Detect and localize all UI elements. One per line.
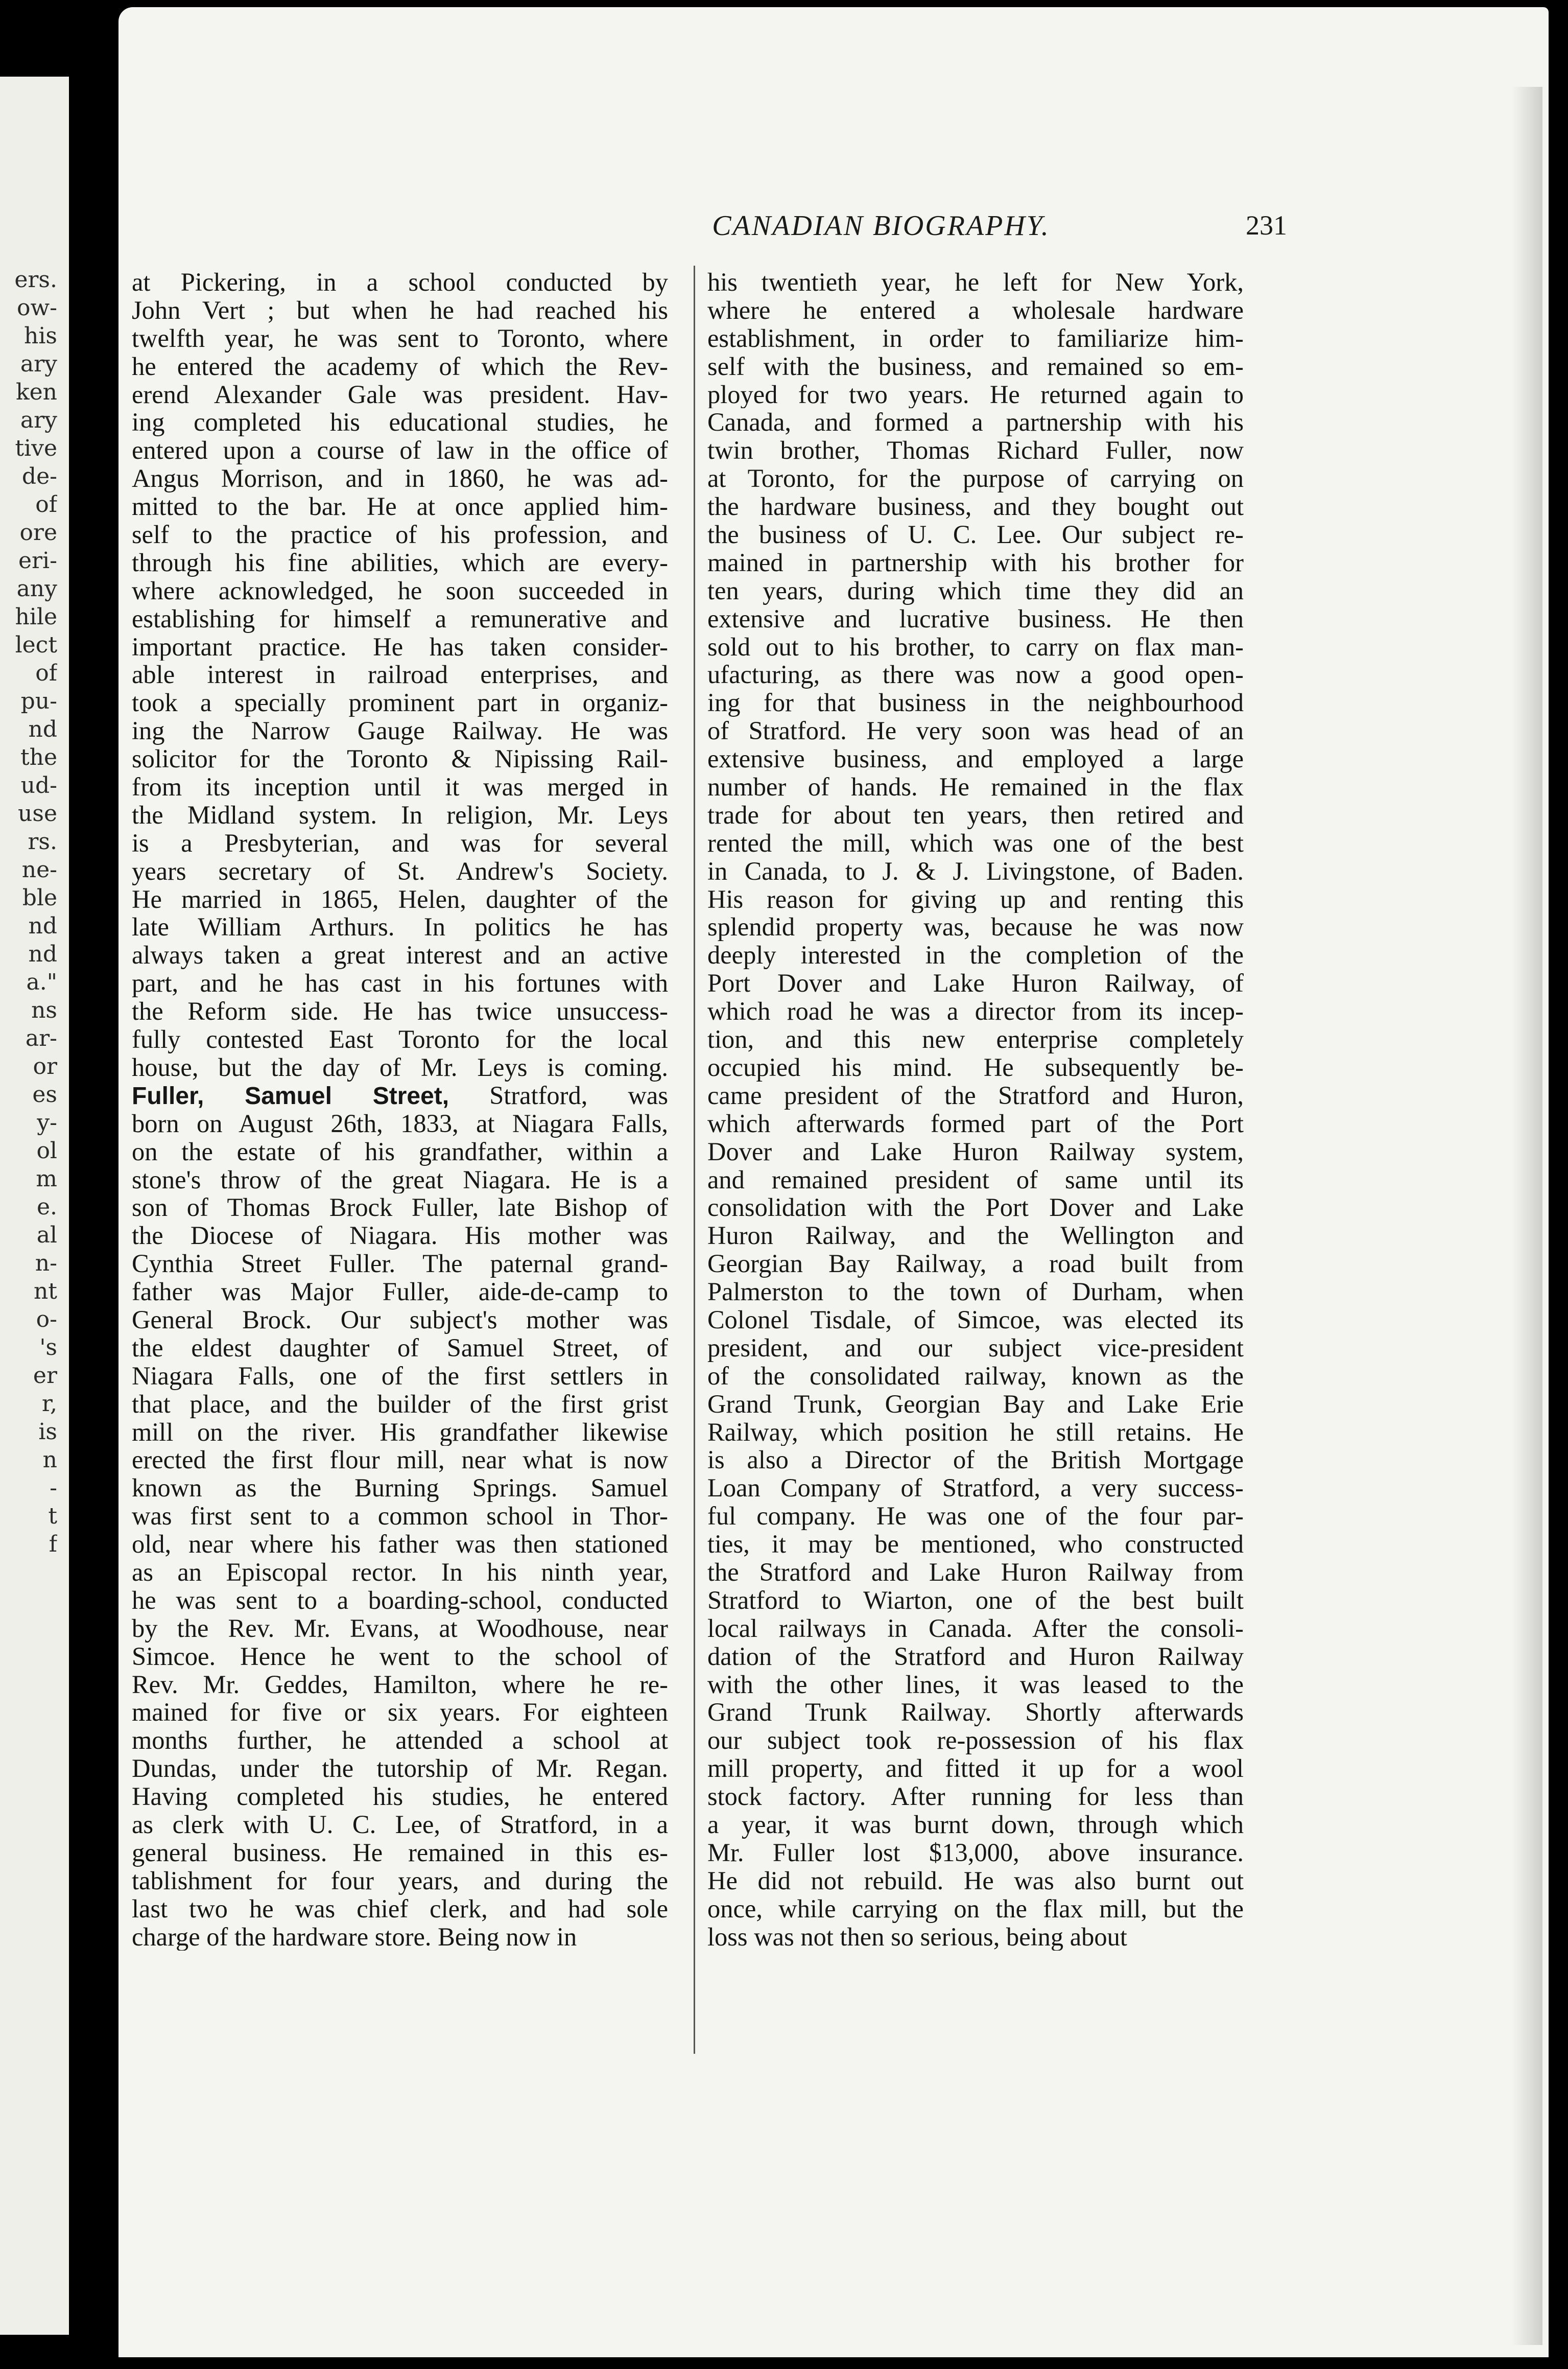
fragment-text: is [38,1419,57,1445]
fragment-text: hile [15,604,57,630]
text-line: the hardware business, and they bought out [707,492,1244,521]
text-line: was first sent to a common school in Thor- [132,1502,668,1531]
fragment-text: use [18,801,57,827]
text-line: is a Presbyterian, and was for several [132,829,668,857]
fragment-text: nd [28,941,57,967]
text-line: father was Major Fuller, aide-de-camp to [132,1278,668,1306]
text-line: entered upon a course of law in the office of [132,436,668,465]
text-line: part, and he has cast in his fortunes with [132,969,668,998]
text-line: which road he was a director from its incep- [707,997,1244,1026]
fragment-text: ns [31,997,57,1023]
text-line: establishing for himself a remunerative and [132,604,668,633]
text-line: He did not rebuild. He was also burnt out [707,1866,1244,1895]
previous-page-fragments [0,266,57,1558]
text-line: Stratford to Wiarton, one of the best built [707,1586,1244,1614]
fragment-text: o- [36,1306,57,1332]
text-line: the Diocese of Niagara. His mother was [132,1222,668,1250]
text-line: on the estate of his grandfather, within a [132,1137,668,1166]
text-column-left [132,268,668,2056]
text-line: His reason for giving up and renting this [707,885,1244,913]
text-line: late William Arthurs. In politics he has [132,913,668,942]
fragment-text: t [48,1503,57,1529]
text-line: Having completed his studies, he entered [132,1782,668,1811]
text-line: tablishment for four years, and during the [132,1866,668,1895]
fragment-text: of [35,660,57,686]
text-line: as clerk with U. C. Lee, of Stratford, in a [132,1810,668,1839]
fragment-text: n [42,1447,57,1473]
fragment-text: nd [28,716,57,742]
fragment-text: nd [28,913,57,939]
fragment-text: a." [26,969,57,995]
text-line: Cynthia Street Fuller. The paternal grand- [132,1250,668,1278]
text-line: trade for about ten years, then retired and [707,801,1244,829]
fragment-text: lect [15,632,57,658]
fragment-text: de- [21,463,57,489]
text-line: of the consolidated railway, known as the [707,1362,1244,1390]
text-line: ten years, during which time they did an [707,576,1244,605]
text-line: charge of the hardware store. Being now in [132,1922,577,1951]
text-line: once, while carrying on the flax mill, but the [707,1894,1244,1923]
text-line: stock factory. After running for less than [707,1782,1244,1811]
text-line: Dover and Lake Huron Railway system, [707,1137,1244,1166]
text-line: where acknowledged, he soon succeeded in [132,576,668,605]
fragment-text: ken [15,379,57,405]
text-line: mill on the river. His grandfather likewise [132,1418,668,1446]
text-line: in Canada, to J. & J. Livingstone, of Baden. [707,857,1244,885]
text-line: twelfth year, he was sent to Toronto, where [132,324,668,353]
text-line: General Brock. Our subject's mother was [132,1305,668,1334]
fragment-text: e. [36,1194,57,1220]
text-line: self to the practice of his profession, and [132,521,668,549]
text-line: ing completed his educational studies, he [132,408,668,437]
text-column-right [707,268,1244,2056]
fragment-text: f [49,1531,57,1557]
text-line: extensive business, and employed a large [707,745,1244,773]
text-line: that place, and the builder of the first grist [132,1390,668,1418]
text-line: is also a Director of the British Mortgage [707,1446,1244,1474]
text-line: house, but the day of Mr. Leys is coming. [132,1053,668,1082]
fragment-text: ow- [16,295,57,321]
fragment-text: ary [20,351,57,377]
text-line: Grand Trunk, Georgian Bay and Lake Erie [707,1390,1244,1418]
text-line: ing for that business in the neighbourhood [707,689,1244,717]
text-line: known as the Burning Springs. Samuel [132,1474,668,1503]
text-line: son of Thomas Brock Fuller, late Bishop of [132,1193,668,1222]
text-line: solicitor for the Toronto & Nipissing Rail- [132,745,668,773]
text-line: Georgian Bay Railway, a road built from [707,1250,1244,1278]
text-line: which afterwards formed part of the Port [707,1109,1244,1138]
text-line: rented the mill, which was one of the best [707,829,1244,857]
text-line: always taken a great interest and an active [132,941,668,970]
text-line: establishment, in order to familiarize him- [707,324,1244,353]
text-line: where he entered a wholesale hardware [707,296,1244,324]
fragment-text: - [50,1475,57,1501]
text-line: tion, and this new enterprise completely [707,1025,1244,1053]
fragment-text: er [33,1363,57,1389]
fragment-text: n- [35,1250,57,1276]
fragment-text: ol [36,1138,57,1164]
fragment-text: 's [39,1334,57,1361]
text-line: loss was not then so serious, being about [707,1922,1127,1951]
fragment-text: al [36,1222,57,1248]
fragment-text: ud- [20,772,57,799]
column-rule [694,266,695,2054]
text-line: Dundas, under the tutorship of Mr. Regan. [132,1754,668,1783]
fragment-text: the [20,744,57,770]
text-line: ing the Narrow Gauge Railway. He was [132,717,668,745]
text-line: able interest in railroad enterprises, and [132,661,668,689]
text-line: twin brother, Thomas Richard Fuller, now [707,436,1244,465]
text-line: born on August 26th, 1833, at Niagara Falls, [132,1109,668,1138]
text-line: at Toronto, for the purpose of carrying on [707,464,1244,493]
text-line: he entered the academy of which the Rev- [132,352,668,381]
fragment-text: m [36,1166,57,1192]
fragment-text: r, [41,1391,57,1417]
text-line: Niagara Falls, one of the first settlers in [132,1362,668,1390]
text-line: general business. He remained in this es- [132,1838,668,1867]
text-line: and remained president of same until its [707,1165,1244,1194]
fragment-text: or [33,1053,57,1080]
text-line: the business of U. C. Lee. Our subject re- [707,521,1244,549]
text-line: Grand Trunk Railway. Shortly afterwards [707,1698,1244,1727]
fragment-text: tive [15,435,57,461]
text-line: John Vert ; but when he had reached his [132,296,668,324]
text-line: consolidation with the Port Dover and Lake [707,1193,1244,1222]
fragment-text: ary [20,407,57,433]
text-line: He married in 1865, Helen, daughter of the [132,885,668,913]
text-line: sold out to his brother, to carry on flax man- [707,632,1244,661]
text-line [132,1082,668,1110]
text-line: Railway, which position he still retains. He [707,1418,1244,1446]
fragment-text: his [24,323,57,349]
text-line: of Stratford. He very soon was head of an [707,717,1244,745]
text-line: he was sent to a boarding-school, conducted [132,1586,668,1614]
text-line: ployed for two years. He returned again to [707,380,1244,409]
text-line: splendid property was, because he was now [707,913,1244,942]
text-line: occupied his mind. He subsequently be- [707,1053,1244,1082]
fragment-text: pu- [20,688,57,714]
text-line: came president of the Stratford and Huron, [707,1081,1244,1110]
fragment-text: ers. [14,267,57,293]
text-line: through his fine abilities, which are every- [132,548,668,577]
text-line: mitted to the bar. He at once applied him- [132,492,668,521]
page-edge-shadow [1512,87,1542,2345]
text-line: by the Rev. Mr. Evans, at Woodhouse, near [132,1614,668,1643]
fragment-text: ne- [21,857,57,883]
text-line: years secretary of St. Andrew's Society. [132,857,668,885]
text-line: with the other lines, it was leased to the [707,1670,1244,1699]
running-title: CANADIAN BIOGRAPHY. [712,210,1050,242]
fragment-text: es [32,1082,57,1108]
text-line: from its inception until it was merged in [132,773,668,801]
text-line: number of hands. He remained in the flax [707,773,1244,801]
text-line: mill property, and fitted it up for a wool [707,1754,1244,1783]
text-line: mained in partnership with his brother for [707,548,1244,577]
text-line: the Midland system. In religion, Mr. Leys [132,801,668,829]
fragment-text: y- [37,1110,57,1136]
text-line: his twentieth year, he left for New York, [707,268,1244,296]
text-line: Colonel Tisdale, of Simcoe, was elected its [707,1305,1244,1334]
text-line: Angus Morrison, and in 1860, he was ad- [132,464,668,493]
fragment-text: ble [22,885,57,911]
text-line: old, near where his father was then stationed [132,1530,668,1558]
fragment-text: any [16,576,57,602]
text-line: Port Dover and Lake Huron Railway, of [707,969,1244,998]
text-line: our subject took re-possession of his flax [707,1726,1244,1755]
page-number: 231 [1246,210,1287,241]
text-line: as an Episcopal rector. In his ninth year, [132,1558,668,1586]
text-line: the Reform side. He has twice unsuccess- [132,997,668,1026]
text-line: local railways in Canada. After the consoli- [707,1614,1244,1643]
text-line: Simcoe. Hence he went to the school of [132,1642,668,1671]
fragment-text: ar- [25,1025,57,1051]
text-line: stone's throw of the great Niagara. He is a [132,1165,668,1194]
text-line: the Stratford and Lake Huron Railway from [707,1558,1244,1586]
fragment-text: nt [33,1278,57,1304]
text-line: Huron Railway, and the Wellington and [707,1222,1244,1250]
text-line: dation of the Stratford and Huron Railway [707,1642,1244,1671]
text-line: Rev. Mr. Geddes, Hamilton, where he re- [132,1670,668,1699]
text-line: ful company. He was one of the four par- [707,1502,1244,1531]
text-line: Loan Company of Stratford, a very success- [707,1474,1244,1503]
entry-heading: Fuller, Samuel Street, [132,1082,449,1110]
text-line: last two he was chief clerk, and had sole [132,1894,668,1923]
text-line-rest: Stratford, was [489,1081,668,1110]
fragment-text: rs. [28,829,57,855]
fragment-text: ore [19,520,57,546]
text-line: self with the business, and remained so em- [707,352,1244,381]
text-line: ties, it may be mentioned, who constructed [707,1530,1244,1558]
text-line: extensive and lucrative business. He then [707,604,1244,633]
text-line: important practice. He has taken consider- [132,632,668,661]
text-line: a year, it was burnt down, through which [707,1810,1244,1839]
text-line: the eldest daughter of Samuel Street, of [132,1333,668,1362]
text-line: fully contested East Toronto for the local [132,1025,668,1053]
text-line: erected the first flour mill, near what is now [132,1446,668,1474]
text-line: ufacturing, as there was now a good open- [707,661,1244,689]
text-line: at Pickering, in a school conducted by [132,268,668,296]
fragment-text: eri- [18,548,57,574]
text-line: took a specially prominent part in organiz- [132,689,668,717]
text-line: Canada, and formed a partnership with his [707,408,1244,437]
text-line: Mr. Fuller lost $13,000, above insurance. [707,1838,1244,1867]
text-line: mained for five or six years. For eighteen [132,1698,668,1727]
text-line: months further, he attended a school at [132,1726,668,1755]
text-line: president, and our subject vice-president [707,1333,1244,1362]
fragment-text: of [35,491,57,518]
text-line: Palmerston to the town of Durham, when [707,1278,1244,1306]
text-line: erend Alexander Gale was president. Hav- [132,380,668,409]
text-line: deeply interested in the completion of the [707,941,1244,970]
